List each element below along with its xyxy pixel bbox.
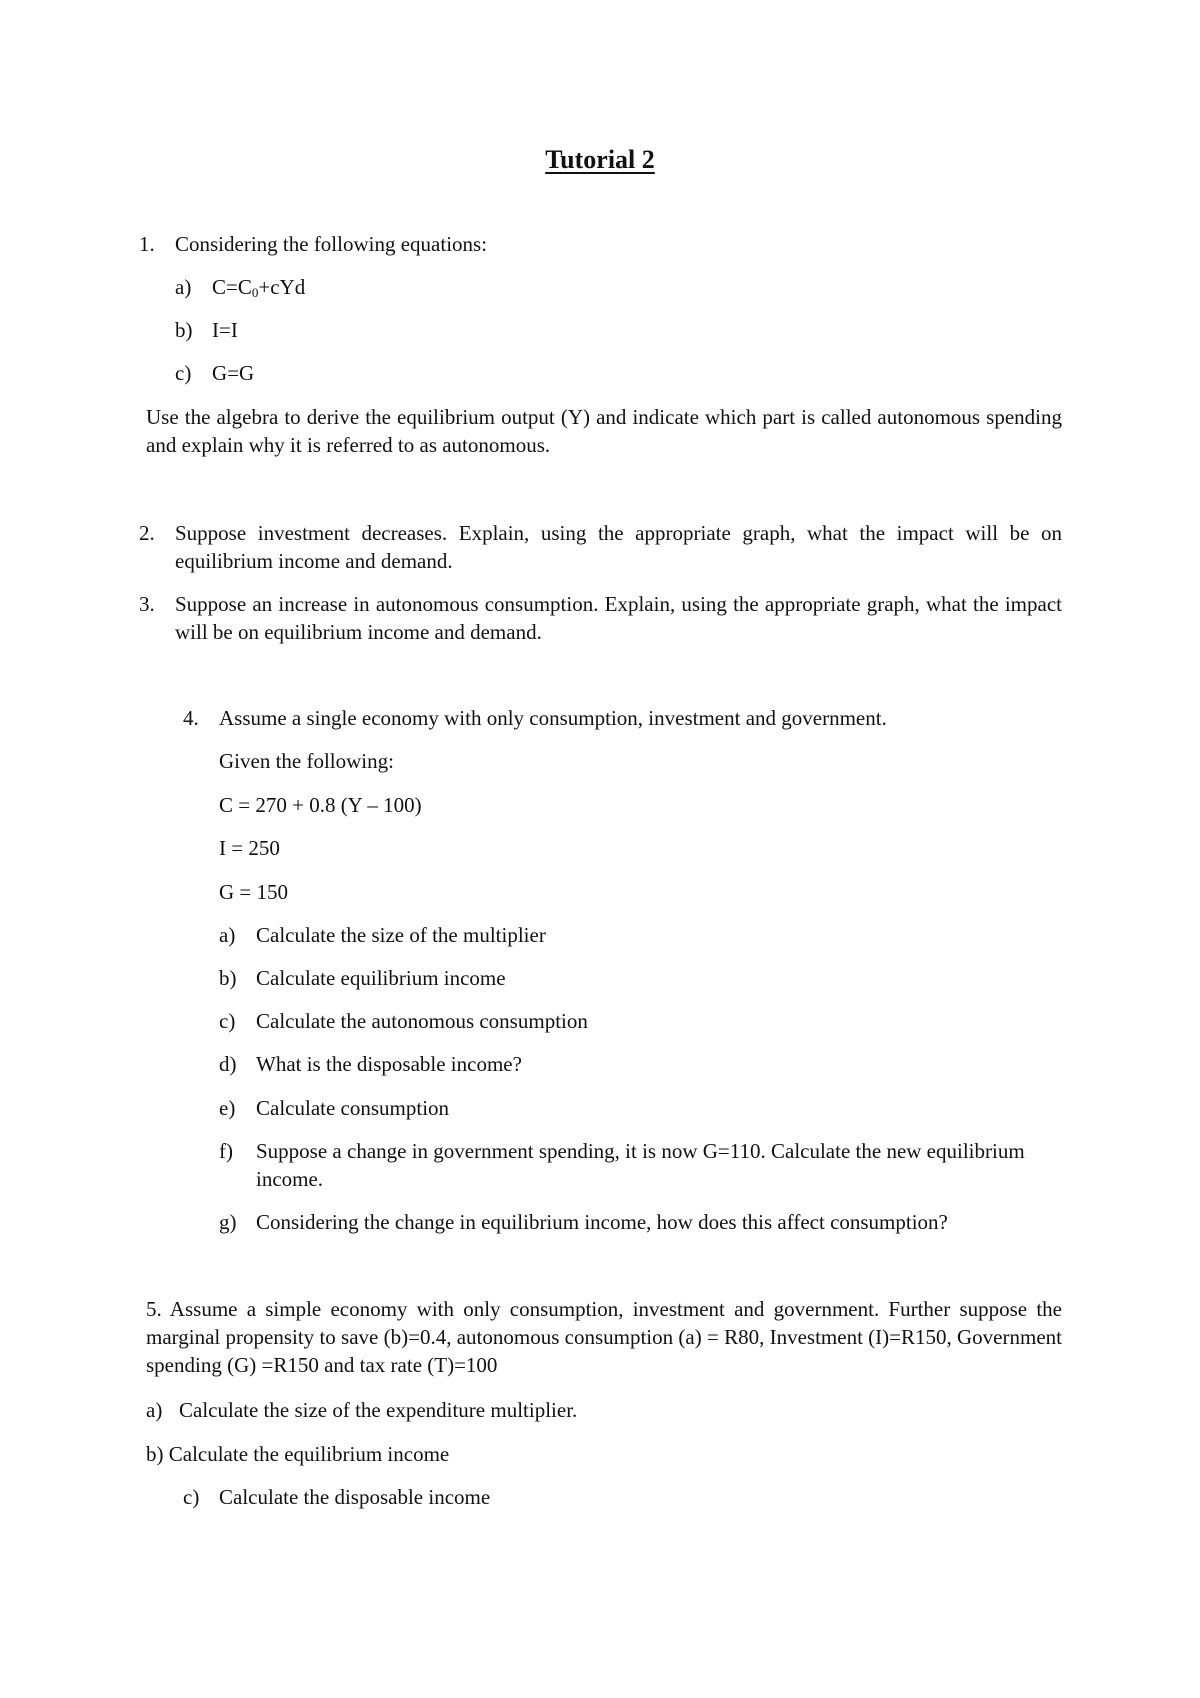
question-4-item-f-text: Suppose a change in government spending, it is now G=110. Calculate the new equilibrium income. <box>256 1139 1025 1191</box>
question-4-item-a-label: a) <box>219 923 236 947</box>
question-4-equation-consumption: C = 270 + 0.8 (Y – 100) <box>219 793 422 817</box>
question-1-item-a-label: a) <box>175 275 192 299</box>
question-5-item-b-text: b) Calculate the equilibrium income <box>146 1442 450 1466</box>
question-4-number: 4. <box>183 706 199 730</box>
question-1-item-b-equation: I=I <box>212 318 238 342</box>
question-4-equation-government: G = 150 <box>219 880 289 904</box>
question-4-item-b-label: b) <box>219 966 237 990</box>
question-2-text: Suppose investment decreases. Explain, using the appropriate graph, what the impact will be on equilibrium income and demand. <box>175 521 1062 573</box>
question-4-equation-investment: I = 250 <box>219 836 280 860</box>
question-1-item-a-equation: $C=C_0+cYd$ <box>212 275 306 300</box>
question-4-item-a-text: Calculate the size of the multiplier <box>256 923 546 947</box>
question-5-item-a-label: a) <box>146 1398 163 1422</box>
question-1-item-b-label: b) <box>175 318 193 342</box>
question-4-item-e-label: e) <box>219 1096 236 1120</box>
page-title: Tutorial 2 <box>545 145 655 174</box>
question-2-number: 2. <box>139 521 155 545</box>
question-4-item-g-label: g) <box>219 1210 237 1234</box>
question-1-number: 1. <box>139 232 155 256</box>
question-5-item-c-text: Calculate the disposable income <box>219 1485 491 1509</box>
question-4-item-c-text: Calculate the autonomous consumption <box>256 1009 588 1033</box>
question-4-item-c-label: c) <box>219 1009 236 1033</box>
question-1-item-c-label: c) <box>175 361 192 385</box>
question-4-item-d-label: d) <box>219 1052 237 1076</box>
question-4-item-e-text: Calculate consumption <box>256 1096 450 1120</box>
question-3-number: 3. <box>139 592 155 616</box>
question-5-item-a-text: Calculate the size of the expenditure multiplier. <box>179 1398 578 1422</box>
question-4-item-d-text: What is the disposable income? <box>256 1052 522 1076</box>
question-1-item-c-equation: G=G <box>212 361 255 385</box>
question-4-item-b-text: Calculate equilibrium income <box>256 966 506 990</box>
question-3-text: Suppose an increase in autonomous consumption. Explain, using the appropriate graph, what the impact will be on equilibrium income and demand. <box>175 592 1062 644</box>
question-4-text: Assume a single economy with only consumption, investment and government. <box>219 706 887 730</box>
question-1-paragraph: Use the algebra to derive the equilibrium output (Y) and indicate which part is called autonomous spending and explain why it is referred to as autonomous. <box>146 405 1062 457</box>
question-4-given: Given the following: <box>219 749 394 773</box>
question-4-item-g-text: Considering the change in equilibrium income, how does this affect consumption? <box>256 1210 948 1234</box>
question-1-text: Considering the following equations: <box>175 232 488 256</box>
question-4-item-f-label: f) <box>219 1139 233 1163</box>
question-5-paragraph: 5. Assume a simple economy with only consumption, investment and government. Further suppose the marginal propensity to save (b)=0.4, autonomous consumption (a) = R80, Investment (I)=R150, Government spending (G) =R150 and tax rate (T)=100 <box>146 1297 1062 1377</box>
question-5-item-c-label: c) <box>183 1485 200 1509</box>
